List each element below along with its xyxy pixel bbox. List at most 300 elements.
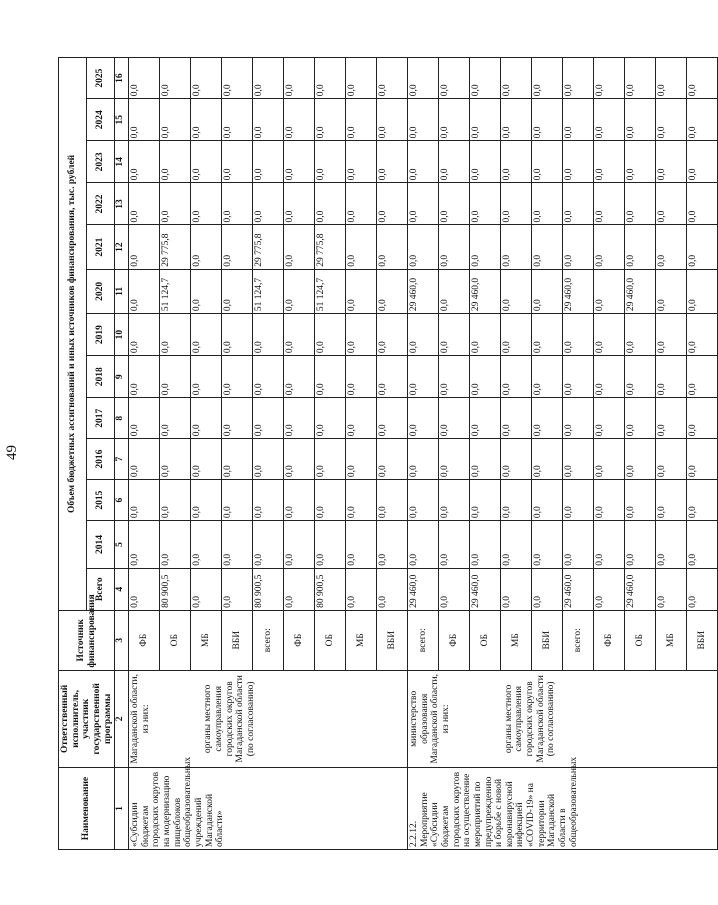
year-value-cell: 0,0: [532, 269, 563, 313]
column-number: 14: [115, 141, 129, 183]
header-volume: Объем бюджетных ассигнований и иных источников финансирования, тыс. рублей: [59, 58, 87, 611]
column-number: 7: [115, 439, 129, 480]
total-cell: 0,0: [501, 568, 532, 610]
year-value-cell: 0,0: [470, 480, 501, 521]
year-value-cell: 0,0: [439, 398, 470, 439]
year-value-cell: 0,0: [408, 314, 439, 356]
year-value-cell: 0,0: [315, 183, 346, 225]
year-value-cell: 0,0: [532, 58, 563, 99]
year-value-cell: 0,0: [160, 439, 191, 480]
total-cell: 0,0: [191, 568, 222, 610]
year-value-cell: 0,0: [470, 521, 501, 569]
year-value-cell: 0,0: [470, 58, 501, 99]
source-cell: ОБ: [160, 610, 191, 670]
year-value-cell: 0,0: [687, 314, 718, 356]
year-value-cell: 0,0: [284, 439, 315, 480]
executor-text: министерство образования Магаданской области, из них:: [409, 674, 451, 764]
year-value-cell: 0,0: [346, 439, 377, 480]
year-value-cell: 0,0: [129, 480, 160, 521]
year-value-cell: 0,0: [129, 141, 160, 183]
header-year: 2015: [87, 480, 115, 521]
year-value-cell: 0,0: [501, 269, 532, 313]
year-value-cell: 0,0: [408, 99, 439, 141]
year-value-cell: 0,0: [284, 225, 315, 269]
year-value-cell: 0,0: [656, 480, 687, 521]
year-value-cell: 0,0: [129, 58, 160, 99]
column-number: 4: [115, 568, 129, 610]
year-value-cell: 0,0: [129, 356, 160, 398]
column-number: 2: [115, 670, 129, 767]
year-value-cell: 0,0: [687, 480, 718, 521]
total-cell: 0,0: [532, 568, 563, 610]
year-value-cell: 0,0: [470, 141, 501, 183]
year-value-cell: 0,0: [408, 480, 439, 521]
year-value-cell: 0,0: [253, 141, 284, 183]
column-number-row: [115, 58, 129, 850]
year-value-cell: 0,0: [408, 58, 439, 99]
year-value-cell: 0,0: [160, 314, 191, 356]
year-value-cell: 0,0: [439, 269, 470, 313]
year-value-cell: 0,0: [346, 356, 377, 398]
table-row: [408, 58, 439, 850]
year-value-cell: 0,0: [532, 398, 563, 439]
column-number: 1: [115, 768, 129, 850]
year-value-cell: 0,0: [315, 58, 346, 99]
year-value-cell: 0,0: [284, 141, 315, 183]
year-value-cell: 0,0: [470, 183, 501, 225]
year-value-cell: 0,0: [625, 58, 656, 99]
source-cell: всего:: [408, 610, 439, 670]
year-value-cell: 0,0: [191, 398, 222, 439]
year-value-cell: 0,0: [408, 225, 439, 269]
source-cell: ФБ: [439, 610, 470, 670]
year-value-cell: 51 124,7: [315, 269, 346, 313]
year-value-cell: 0,0: [563, 58, 594, 99]
total-cell: 0,0: [594, 568, 625, 610]
year-value-cell: 0,0: [253, 314, 284, 356]
year-value-cell: 0,0: [439, 356, 470, 398]
source-cell: всего:: [253, 610, 284, 670]
year-value-cell: 0,0: [377, 439, 408, 480]
header-source: Источник финансирования: [59, 610, 115, 670]
year-value-cell: 0,0: [129, 314, 160, 356]
year-value-cell: 0,0: [656, 439, 687, 480]
year-value-cell: 0,0: [563, 398, 594, 439]
year-value-cell: 0,0: [160, 398, 191, 439]
year-value-cell: 0,0: [253, 183, 284, 225]
year-value-cell: 0,0: [625, 141, 656, 183]
year-value-cell: 0,0: [160, 141, 191, 183]
total-cell: 29 460,0: [625, 568, 656, 610]
source-cell: МБ: [346, 610, 377, 670]
year-value-cell: 0,0: [687, 356, 718, 398]
year-value-cell: 0,0: [315, 356, 346, 398]
year-value-cell: 0,0: [470, 439, 501, 480]
year-value-cell: 0,0: [377, 269, 408, 313]
year-value-cell: 29 460,0: [563, 269, 594, 313]
year-value-cell: 0,0: [160, 521, 191, 569]
year-value-cell: 0,0: [253, 521, 284, 569]
total-cell: 29 460,0: [470, 568, 501, 610]
year-value-cell: 0,0: [656, 398, 687, 439]
year-value-cell: 0,0: [284, 398, 315, 439]
year-value-cell: 0,0: [346, 521, 377, 569]
year-value-cell: 29 775,8: [315, 225, 346, 269]
total-cell: 0,0: [129, 568, 160, 610]
total-cell: 29 460,0: [563, 568, 594, 610]
year-value-cell: 29 775,8: [160, 225, 191, 269]
year-value-cell: 0,0: [253, 58, 284, 99]
total-cell: 29 460,0: [408, 568, 439, 610]
year-value-cell: 0,0: [129, 269, 160, 313]
year-value-cell: 0,0: [284, 480, 315, 521]
year-value-cell: 0,0: [408, 521, 439, 569]
year-value-cell: 0,0: [222, 269, 253, 313]
source-cell: ВБИ: [222, 610, 253, 670]
year-value-cell: 0,0: [625, 439, 656, 480]
year-value-cell: 0,0: [439, 99, 470, 141]
year-value-cell: 0,0: [656, 99, 687, 141]
year-value-cell: 29 460,0: [625, 269, 656, 313]
year-value-cell: 0,0: [532, 225, 563, 269]
year-value-cell: 0,0: [284, 58, 315, 99]
year-value-cell: 0,0: [191, 225, 222, 269]
column-number: 5: [115, 521, 129, 569]
year-value-cell: 0,0: [191, 269, 222, 313]
year-value-cell: 0,0: [377, 58, 408, 99]
year-value-cell: 0,0: [284, 356, 315, 398]
year-value-cell: 0,0: [594, 480, 625, 521]
year-value-cell: 0,0: [191, 314, 222, 356]
column-number: 8: [115, 398, 129, 439]
column-number: 12: [115, 225, 129, 269]
year-value-cell: 0,0: [377, 141, 408, 183]
year-value-cell: 0,0: [594, 58, 625, 99]
year-value-cell: 0,0: [346, 314, 377, 356]
year-value-cell: 0,0: [377, 183, 408, 225]
year-value-cell: 0,0: [501, 141, 532, 183]
header-year: 2017: [87, 398, 115, 439]
year-value-cell: 0,0: [222, 356, 253, 398]
year-value-cell: 0,0: [315, 314, 346, 356]
header-executor: Ответственный исполнитель, участник государственной программы: [59, 670, 115, 767]
header-year: 2023: [87, 141, 115, 183]
header-year: 2022: [87, 183, 115, 225]
year-value-cell: 0,0: [284, 269, 315, 313]
total-cell: 80 900,5: [253, 568, 284, 610]
year-value-cell: 0,0: [191, 99, 222, 141]
year-value-cell: 0,0: [191, 141, 222, 183]
budget-table: [58, 57, 718, 850]
total-cell: 80 900,5: [315, 568, 346, 610]
year-value-cell: 0,0: [563, 99, 594, 141]
year-value-cell: 0,0: [501, 356, 532, 398]
header-year: 2018: [87, 356, 115, 398]
year-value-cell: 0,0: [439, 480, 470, 521]
year-value-cell: 0,0: [439, 183, 470, 225]
year-value-cell: 0,0: [377, 314, 408, 356]
year-value-cell: 0,0: [501, 398, 532, 439]
year-value-cell: 0,0: [284, 314, 315, 356]
year-value-cell: 0,0: [594, 521, 625, 569]
year-value-cell: 0,0: [656, 521, 687, 569]
year-value-cell: 0,0: [687, 269, 718, 313]
executor-cell: [129, 670, 408, 767]
year-value-cell: 0,0: [532, 521, 563, 569]
year-value-cell: 0,0: [129, 398, 160, 439]
year-value-cell: 0,0: [439, 141, 470, 183]
executor-text: органы местного самоуправления городских округов Магаданской области (по согласованию): [503, 675, 557, 763]
year-value-cell: 0,0: [687, 521, 718, 569]
year-value-cell: 0,0: [222, 398, 253, 439]
executor-text: Магаданской области, из них:: [130, 674, 151, 764]
year-value-cell: 0,0: [594, 398, 625, 439]
year-value-cell: 0,0: [315, 398, 346, 439]
year-value-cell: 0,0: [160, 480, 191, 521]
year-value-cell: 0,0: [315, 521, 346, 569]
year-value-cell: 0,0: [253, 480, 284, 521]
year-value-cell: 0,0: [470, 314, 501, 356]
year-value-cell: 0,0: [191, 58, 222, 99]
year-value-cell: 0,0: [222, 183, 253, 225]
year-value-cell: 0,0: [191, 183, 222, 225]
header-year: 2019: [87, 314, 115, 356]
year-value-cell: 0,0: [563, 356, 594, 398]
header-year: 2016: [87, 439, 115, 480]
column-number: 3: [115, 610, 129, 670]
year-value-cell: 0,0: [129, 183, 160, 225]
year-value-cell: 0,0: [377, 398, 408, 439]
measure-name: «Субсидии бюджетам городских округов на модернизацию пищеблоков общеобразовательных учреждений Магаданской области»: [129, 768, 408, 850]
year-value-cell: 0,0: [222, 480, 253, 521]
year-value-cell: 0,0: [625, 356, 656, 398]
source-cell: ВБИ: [377, 610, 408, 670]
table-row: [129, 58, 160, 850]
year-value-cell: 0,0: [253, 356, 284, 398]
year-value-cell: 0,0: [346, 225, 377, 269]
year-value-cell: 0,0: [315, 439, 346, 480]
total-cell: 0,0: [656, 568, 687, 610]
year-value-cell: 0,0: [191, 480, 222, 521]
year-value-cell: 0,0: [594, 439, 625, 480]
header-name: Наименование: [59, 768, 115, 850]
year-value-cell: 0,0: [532, 439, 563, 480]
source-cell: ОБ: [315, 610, 346, 670]
year-value-cell: 0,0: [625, 398, 656, 439]
year-value-cell: 0,0: [470, 398, 501, 439]
year-value-cell: 0,0: [687, 58, 718, 99]
header-year: 2021: [87, 225, 115, 269]
source-cell: ВБИ: [687, 610, 718, 670]
year-value-cell: 0,0: [129, 99, 160, 141]
year-value-cell: 0,0: [346, 269, 377, 313]
year-value-cell: 0,0: [594, 269, 625, 313]
year-value-cell: 29 775,8: [253, 225, 284, 269]
executor-cell: [408, 670, 718, 767]
column-number: 15: [115, 99, 129, 141]
header-year: 2024: [87, 99, 115, 141]
year-value-cell: 0,0: [222, 439, 253, 480]
source-cell: ВБИ: [532, 610, 563, 670]
year-value-cell: 0,0: [656, 314, 687, 356]
year-value-cell: 0,0: [408, 141, 439, 183]
year-value-cell: 0,0: [160, 183, 191, 225]
year-value-cell: 0,0: [222, 58, 253, 99]
year-value-cell: 0,0: [625, 225, 656, 269]
year-value-cell: 0,0: [284, 183, 315, 225]
year-value-cell: 0,0: [222, 225, 253, 269]
source-cell: ФБ: [594, 610, 625, 670]
year-value-cell: 0,0: [129, 225, 160, 269]
year-value-cell: 0,0: [656, 58, 687, 99]
year-value-cell: 0,0: [129, 521, 160, 569]
column-number: 6: [115, 480, 129, 521]
total-cell: 80 900,5: [160, 568, 191, 610]
year-value-cell: 0,0: [160, 58, 191, 99]
year-value-cell: 0,0: [160, 99, 191, 141]
header-row-top: [59, 58, 87, 850]
year-value-cell: 0,0: [532, 356, 563, 398]
year-value-cell: 0,0: [346, 480, 377, 521]
year-value-cell: 0,0: [377, 356, 408, 398]
year-value-cell: 29 460,0: [470, 269, 501, 313]
year-value-cell: 0,0: [315, 99, 346, 141]
source-cell: ФБ: [284, 610, 315, 670]
year-value-cell: 0,0: [377, 480, 408, 521]
year-value-cell: 0,0: [625, 183, 656, 225]
year-value-cell: 0,0: [501, 225, 532, 269]
year-value-cell: 0,0: [439, 58, 470, 99]
year-value-cell: 29 460,0: [408, 269, 439, 313]
year-value-cell: 51 124,7: [160, 269, 191, 313]
year-value-cell: 0,0: [625, 480, 656, 521]
year-value-cell: 0,0: [408, 356, 439, 398]
year-value-cell: 0,0: [563, 480, 594, 521]
header-year: 2014: [87, 521, 115, 569]
year-value-cell: 0,0: [470, 99, 501, 141]
year-value-cell: 0,0: [439, 521, 470, 569]
total-cell: 0,0: [377, 568, 408, 610]
year-value-cell: 0,0: [377, 99, 408, 141]
year-value-cell: 0,0: [222, 141, 253, 183]
year-value-cell: 0,0: [501, 99, 532, 141]
year-value-cell: 0,0: [346, 398, 377, 439]
year-value-cell: 0,0: [377, 521, 408, 569]
year-value-cell: 0,0: [532, 99, 563, 141]
year-value-cell: 0,0: [625, 521, 656, 569]
year-value-cell: 0,0: [594, 183, 625, 225]
year-value-cell: 0,0: [408, 439, 439, 480]
column-number: 11: [115, 269, 129, 313]
year-value-cell: 0,0: [687, 225, 718, 269]
year-value-cell: 0,0: [439, 314, 470, 356]
page-number: 49: [4, 445, 20, 460]
year-value-cell: 0,0: [253, 99, 284, 141]
year-value-cell: 0,0: [563, 314, 594, 356]
year-value-cell: 0,0: [563, 225, 594, 269]
year-value-cell: 0,0: [408, 183, 439, 225]
year-value-cell: 0,0: [625, 99, 656, 141]
year-value-cell: 0,0: [656, 269, 687, 313]
year-value-cell: 0,0: [253, 398, 284, 439]
year-value-cell: 0,0: [315, 480, 346, 521]
source-cell: МБ: [656, 610, 687, 670]
source-cell: ОБ: [470, 610, 501, 670]
year-value-cell: 0,0: [160, 356, 191, 398]
year-value-cell: 0,0: [532, 141, 563, 183]
column-number: 9: [115, 356, 129, 398]
total-cell: 0,0: [222, 568, 253, 610]
year-value-cell: 0,0: [594, 314, 625, 356]
year-value-cell: 0,0: [408, 398, 439, 439]
year-value-cell: 0,0: [687, 99, 718, 141]
year-value-cell: 0,0: [315, 141, 346, 183]
source-cell: ФБ: [129, 610, 160, 670]
source-cell: всего:: [563, 610, 594, 670]
year-value-cell: 0,0: [501, 521, 532, 569]
year-value-cell: 0,0: [625, 314, 656, 356]
year-value-cell: 0,0: [594, 99, 625, 141]
year-value-cell: 0,0: [129, 439, 160, 480]
year-value-cell: 0,0: [191, 356, 222, 398]
year-value-cell: 0,0: [563, 141, 594, 183]
year-value-cell: 0,0: [687, 398, 718, 439]
year-value-cell: 0,0: [346, 99, 377, 141]
table-body: [129, 58, 718, 850]
year-value-cell: 0,0: [346, 58, 377, 99]
source-cell: ОБ: [625, 610, 656, 670]
header-year: 2020: [87, 269, 115, 313]
year-value-cell: 0,0: [377, 225, 408, 269]
year-value-cell: 0,0: [501, 183, 532, 225]
source-cell: МБ: [191, 610, 222, 670]
source-cell: МБ: [501, 610, 532, 670]
year-value-cell: 0,0: [284, 99, 315, 141]
header-total: Всего: [87, 568, 115, 610]
year-value-cell: 0,0: [346, 183, 377, 225]
total-cell: 0,0: [284, 568, 315, 610]
measure-name: 2.2.12. Мероприятие «Субсидии бюджетам городских округов на осуществление мероприятий по предупреждению и борьбе с новой коронавирусной инфекцией «COVID-19» на территории Магаданской области в общеобразовательных: [408, 768, 718, 850]
year-value-cell: 0,0: [594, 356, 625, 398]
total-cell: 0,0: [346, 568, 377, 610]
column-number: 10: [115, 314, 129, 356]
total-cell: 0,0: [439, 568, 470, 610]
year-value-cell: 0,0: [284, 521, 315, 569]
year-value-cell: 0,0: [501, 480, 532, 521]
year-value-cell: 0,0: [563, 183, 594, 225]
year-value-cell: 0,0: [439, 225, 470, 269]
year-value-cell: 0,0: [222, 521, 253, 569]
year-value-cell: 0,0: [656, 356, 687, 398]
year-value-cell: 0,0: [501, 314, 532, 356]
year-value-cell: 0,0: [501, 58, 532, 99]
column-number: 16: [115, 58, 129, 99]
year-value-cell: 0,0: [222, 99, 253, 141]
year-value-cell: 0,0: [687, 141, 718, 183]
year-value-cell: 0,0: [687, 439, 718, 480]
year-value-cell: 0,0: [501, 439, 532, 480]
year-value-cell: 0,0: [191, 521, 222, 569]
year-value-cell: 0,0: [532, 314, 563, 356]
year-value-cell: 0,0: [253, 439, 284, 480]
year-value-cell: 51 124,7: [253, 269, 284, 313]
year-value-cell: 0,0: [656, 141, 687, 183]
year-value-cell: 0,0: [191, 439, 222, 480]
year-value-cell: 0,0: [563, 521, 594, 569]
year-value-cell: 0,0: [687, 183, 718, 225]
year-value-cell: 0,0: [439, 439, 470, 480]
year-value-cell: 0,0: [470, 225, 501, 269]
